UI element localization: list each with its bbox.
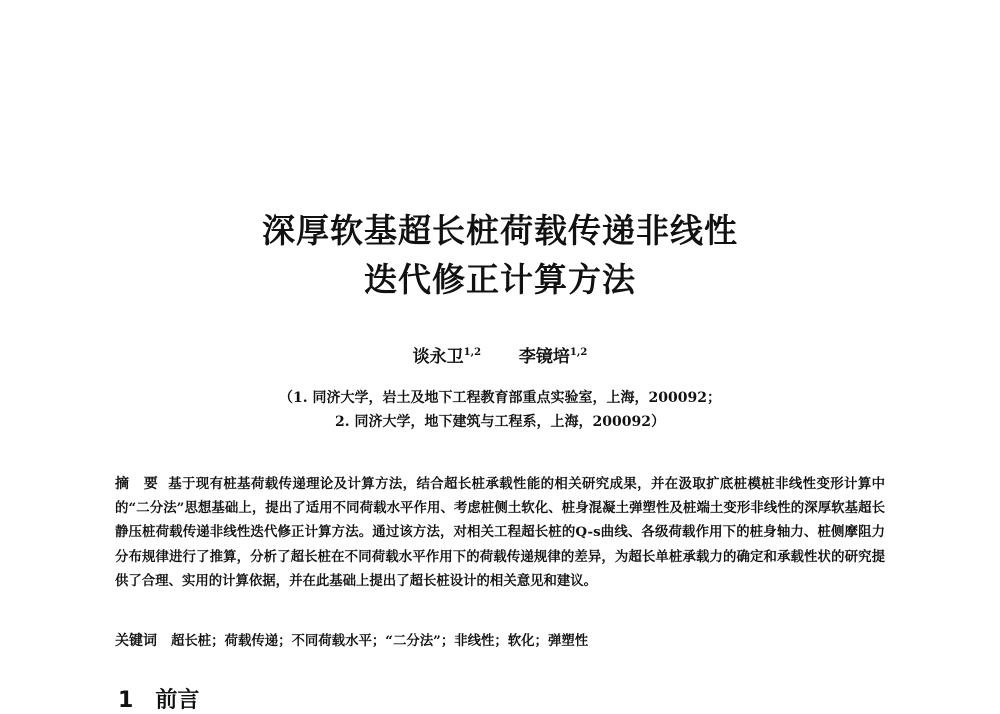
affiliation-line-2: 2. 同济大学，地下建筑与工程系，上海，200092）: [335, 414, 665, 430]
abstract: [115, 472, 885, 593]
paper-title-line-1: 深厚软基超长桩荷载传递非线性: [262, 211, 738, 250]
affiliation-line-1: （1. 同济大学，岩土及地下工程教育部重点实验室，上海，200092；: [279, 390, 721, 406]
section-title: 前言: [155, 688, 200, 713]
author-list: [0, 342, 1000, 367]
paper-title-line-2: 迭代修正计算方法: [364, 260, 636, 299]
abstract-text: 基于现有桩基荷载传递理论及计算方法，结合超长桩承载性能的相关研究成果，并在汲取扩底桩模桩非线性变形计算中的“二分法”思想基础上，提出了适用不同荷载水平作用、考虑桩侧土软化、桩身混凝土弹塑性及桩端土变形非线性的深厚软基超长静压桩荷载传递非线性迭代修正计算方法。通过该方法，对相关工程超长桩的Q-s曲线、各级荷载作用下的桩身轴力、桩侧摩阻力分布规律进行了推算，分析了超长桩在不同荷载水平作用下的荷载传递规律的差异，为超长单桩承载力的确定和承载性状的研究提供了合理、实用的计算依据，并在此基础上提出了超长桩设计的相关意见和建议。: [115, 476, 886, 589]
author-affiliation-mark: 1,2: [569, 347, 588, 358]
author-name: 李镜培: [518, 347, 570, 367]
section-number: 1: [118, 688, 134, 713]
author-name: 谈永卫: [412, 347, 464, 367]
section-heading: [118, 683, 199, 714]
keywords-label: 关键词: [115, 633, 157, 649]
keywords-text: 超长桩；荷载传递；不同荷载水平；“二分法”；非线性；软化；弹塑性: [171, 633, 589, 649]
author-affiliation-mark: 1,2: [463, 347, 482, 358]
abstract-label: 摘 要: [115, 476, 159, 492]
keywords: [115, 630, 885, 650]
